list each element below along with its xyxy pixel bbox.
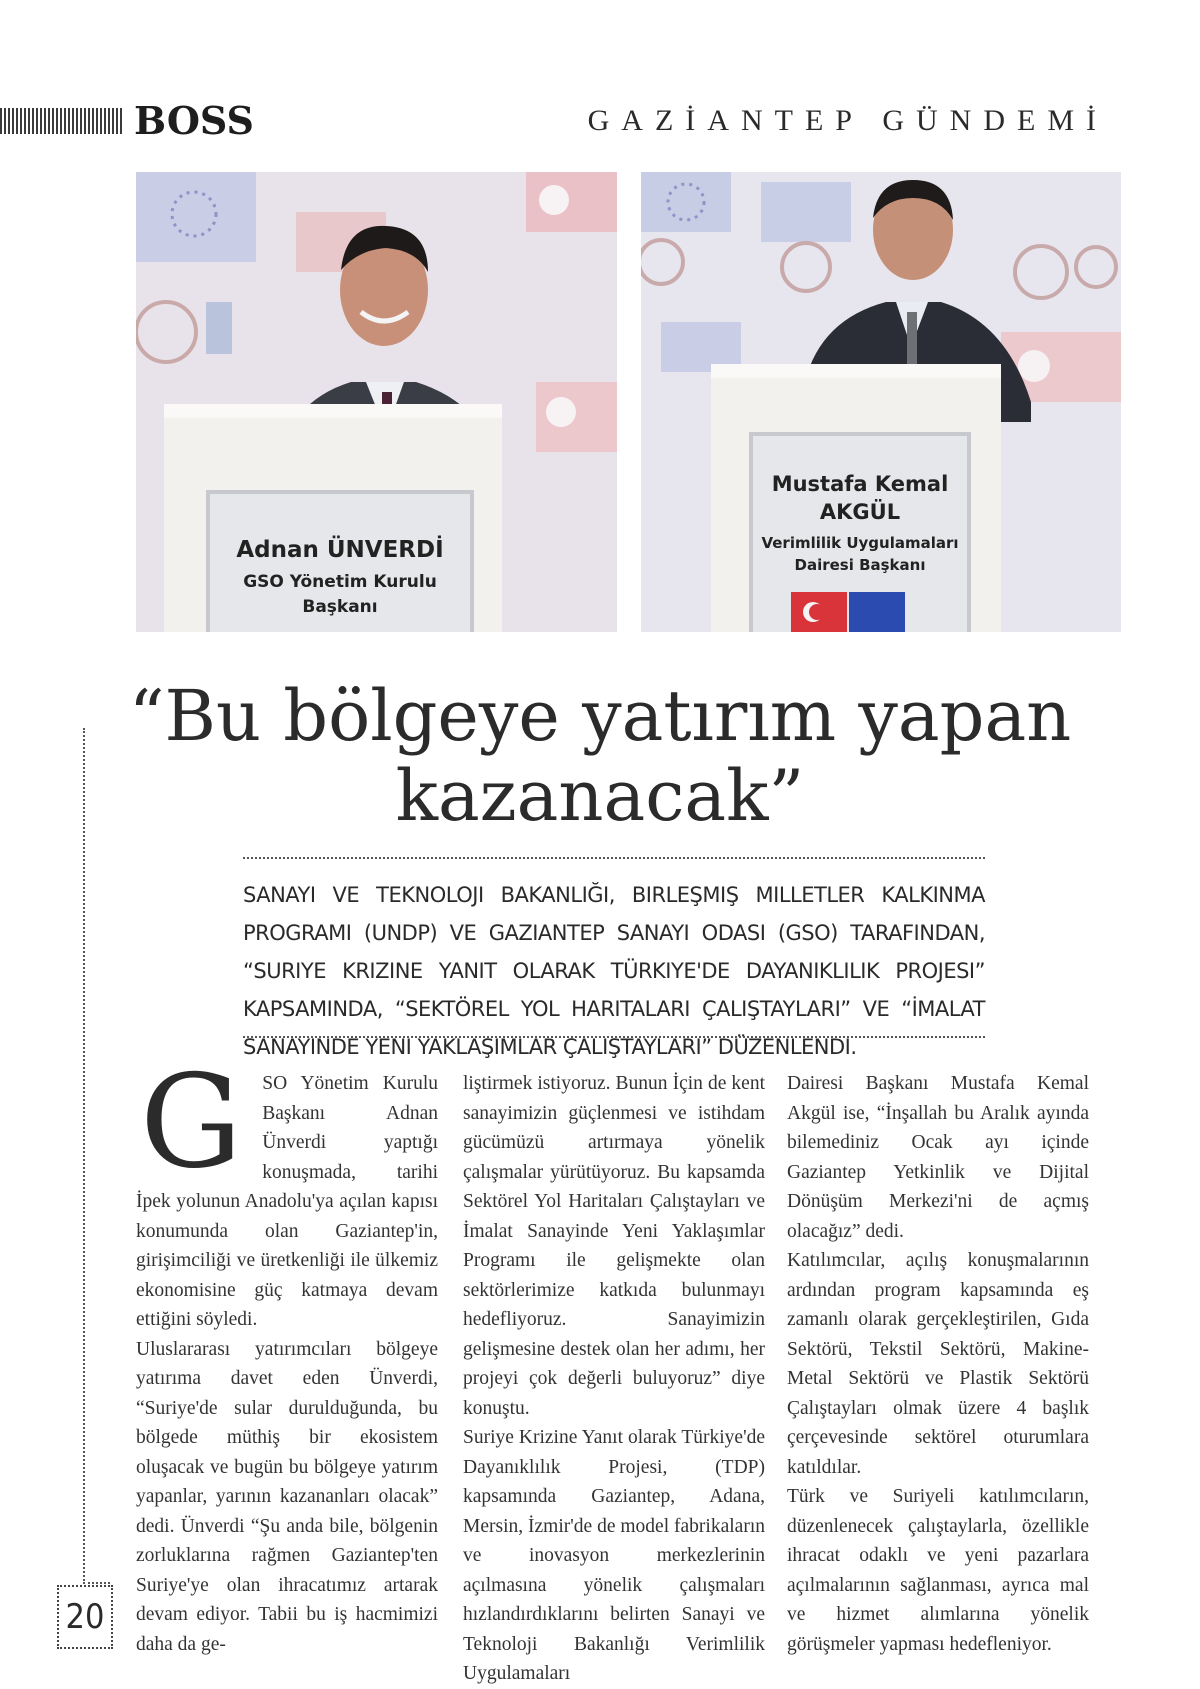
podium-sign-title-line1: Verimlilik Uygulamaları (761, 534, 959, 552)
podium-sign-name-line2: AKGÜL (819, 500, 901, 524)
margin-dotted-foot (83, 1582, 110, 1584)
body-paragraph: Dairesi Başkanı Mustafa Kemal Akgül ise, “İnşallah bu Aralık ayında bilemediniz Ocak ayı içinde Gaziantep Yetkinlik ve Dijital Dönüşüm Merkezi'ni de açmış olacağız” dedi. (787, 1073, 1089, 1242)
body-paragraph: Türk ve Suriyeli katılımcıların, düzenlenecek çalıştaylarla, özellikle ihracat odaklı ve yeni pazarlara açılmalarının sağlanması, ayrıca mal ve hizmet alımlarına yönelik görüşmeler yapması hedefleniyor. (787, 1486, 1089, 1655)
headline-line2: kazanacak” (395, 755, 805, 837)
podium-sign-name-line1: Mustafa Kemal (771, 472, 949, 496)
article-lead: SANAYI VE TEKNOLOJI BAKANLIĞI, BIRLEŞMIŞ MILLETLER KALKINMA PROGRAMI (UNDP) VE GAZIANTEP SANAYI ODASI (GSO) TARAFINDAN, “SURIYE KRIZINE YANIT OLARAK TÜRKIYE'DE DAYANIKLILIK PROJESI” KAPSAMINDA, “SEKTÖREL YOL HARITALARI ÇALIŞTAYLARI” VE “İMALAT SANAYINDE YENI YAKLAŞIMLAR ÇALIŞTAYLARI” DÜZENLENDI. (243, 883, 985, 1059)
body-column-3 (787, 1069, 1089, 1659)
body-column-1 (136, 1048, 438, 1659)
body-column-2 (463, 1069, 765, 1689)
body-paragraph: Katılımcılar, açılış konuşmalarının ardından program kapsamında eş zamanlı olarak gerçekleştirilen, Gıda Sektörü, Tekstil Sektörü, Makine-Metal Sektörü ve Plastik Sektörü Çalıştayları olmak üzere 4 başlık çerçevesinde sektörel oturumlara katıldılar. (787, 1250, 1089, 1478)
lead-top-rule (243, 857, 985, 859)
podium-sign-title-line1: GSO Yönetim Kurulu (243, 572, 437, 592)
page-number: 20 (65, 1597, 105, 1637)
podium-sign-title-line2: Dairesi Başkanı (794, 556, 926, 574)
margin-dotted-rule (83, 728, 85, 1584)
body-paragraph: Uluslararası yatırımcıları bölgeye yatırıma davet eden Ünverdi, “Suriye'de sular durulduğunda, bu bölgede müthiş bir ekosistem oluşacak ve bugün bu bölgeye yatırım yapanlar, yarının kazananları olacak” dedi. Ünverdi “Şu anda bile, bölgenin zorluklarına rağmen Gaziantep'ten Suriye'ye olan ihracatımız artarak devam ediyor. Tabii bu iş hacmimizi daha da ge- (136, 1338, 438, 1655)
body-paragraph: SO Yönetim Kurulu Başkanı Adnan Ünverdi yaptığı konuşmada, tarihi İpek yolunun Anadolu'ya açılan kapısı konumunda olan Gaziantep'in, girişimciliği ve üretkenliği ile ülkemiz ekonomisine güç katmaya devam ettiğini söyledi. (136, 1073, 438, 1330)
podium-sign-name: Adnan ÜNVERDİ (236, 537, 444, 563)
photo-speaker-right (641, 172, 1121, 632)
body-paragraph: Suriye Krizine Yanıt olarak Türkiye'de Dayanıklılık Projesi, (TDP) kapsamında Gaziantep, Adana, Mersin, İzmir'de de model fabrikaların ve inovasyon merkezlerinin açılmasına yönelik çalışmaları hızlandırdıklarını belirten Sanayi ve Teknoloji Bakanlığı Verimlilik Uygulamaları (463, 1427, 765, 1684)
photo-left-image (136, 172, 617, 632)
lead-bottom-rule (243, 1036, 985, 1038)
podium-sign-title-line2: Başkanı (302, 597, 378, 617)
headline-line1: “Bu bölgeye yatırım yapan (128, 675, 1072, 757)
magazine-logo: BOSS (134, 98, 254, 143)
article-headline (120, 676, 1080, 836)
section-title: GAZİANTEP GÜNDEMİ (587, 104, 1108, 137)
drop-cap: G (140, 1048, 243, 1197)
body-paragraph: liştirmek istiyoruz. Bunun İçin de kent sanayimizin güçlenmesi ve istihdam gücümüzü artırmaya yönelik çalışmalar yürütüyoruz. Bu kapsamda Sektörel Yol Haritaları Çalıştayları ve İmalat Sanayinde Yeni Yaklaşımlar Programı ile gelişmekte olan sektörlerimize katkıda bulunmayı hedefliyoruz. Sanayimizin gelişmesine destek olan her adımı, her projeyi çok değerli buluyoruz” diye konuştu. (463, 1073, 765, 1419)
photo-speaker-left (136, 172, 617, 632)
header-barcode-lines (0, 108, 122, 134)
